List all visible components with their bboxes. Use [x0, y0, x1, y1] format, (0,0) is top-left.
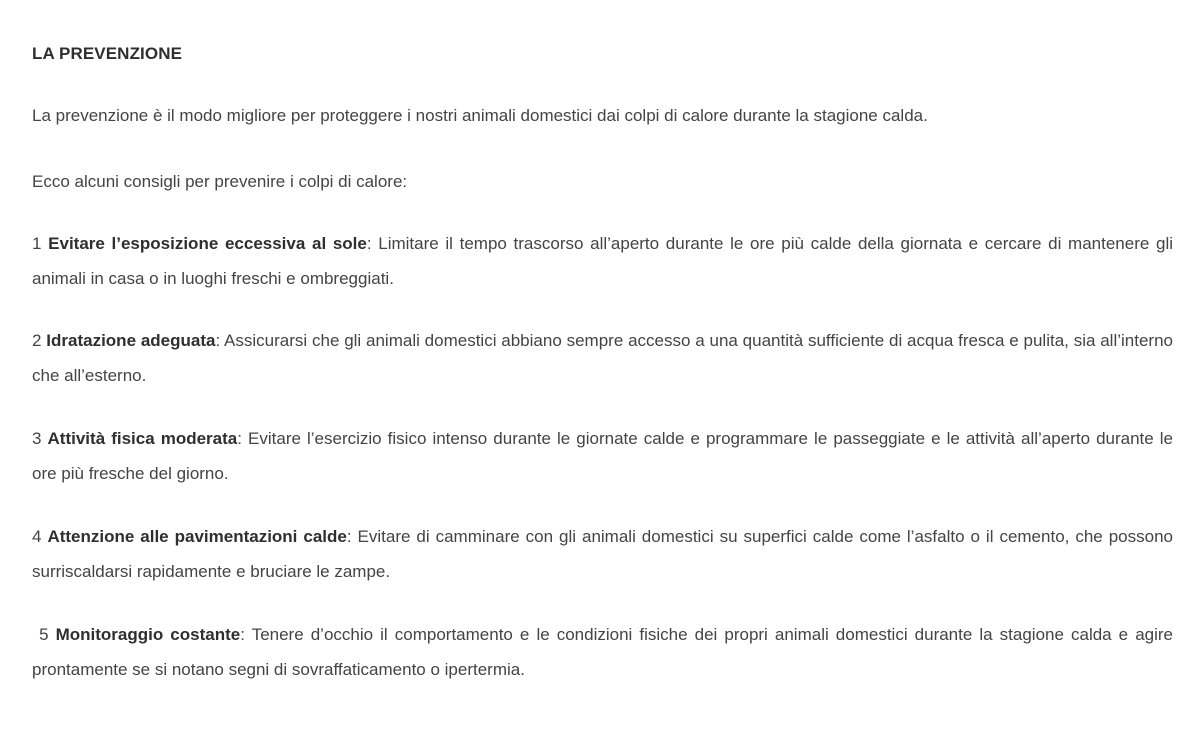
tip-heading: Monitoraggio costante [55, 625, 241, 644]
tip-heading: Attività fisica moderata [47, 429, 238, 448]
tip-heading: Idratazione adeguata [46, 331, 216, 350]
tips-lead-paragraph: Ecco alcuni consigli per prevenire i colpi di calore: [32, 172, 408, 191]
tip-item [32, 226, 1173, 296]
tip-text: : Evitare l’esercizio fisico intenso durante le giornate calde e programmare le passeggiate e le attività all’aperto durante le ore più fresche del giorno. [32, 429, 1174, 483]
intro-paragraph: La prevenzione è il modo migliore per proteggere i nostri animali domestici dai colpi di calore durante la stagione calda. [32, 106, 928, 125]
tip-number: 3 [32, 429, 42, 448]
section-title: LA PREVENZIONE [32, 44, 183, 63]
tip-heading: Evitare l’esposizione eccessiva al sole [48, 234, 367, 253]
tip-number: 4 [32, 527, 42, 546]
tip-text: : Assicurarsi che gli animali domestici abbiano sempre accesso a una quantità sufficiente di acqua fresca e pulita, sia all’interno che all’esterno. [32, 331, 1173, 385]
tip-text: : Limitare il tempo trascorso all’aperto durante le ore più calde della giornata e cercare di mantenere gli animali in casa o in luoghi freschi e ombreggiati. [32, 234, 1173, 288]
tip-text: : Tenere d’occhio il comportamento e le condizioni fisiche dei propri animali domestici durante la stagione calda e agire prontamente se si notano segni di sovraffaticamento o ipertermia. [32, 625, 1173, 679]
tip-item [32, 519, 1173, 589]
tip-item [32, 421, 1173, 491]
tip-number: 1 [32, 234, 42, 253]
tip-number: 5 [39, 625, 49, 644]
tip-item [32, 617, 1173, 687]
tip-text: : Evitare di camminare con gli animali domestici su superfici calde come l’asfalto o il cemento, che possono surriscaldarsi rapidamente e bruciare le zampe. [32, 527, 1173, 581]
tip-item [32, 323, 1173, 393]
tip-heading: Attenzione alle pavimentazioni calde [47, 527, 347, 546]
tip-number: 2 [32, 331, 42, 350]
